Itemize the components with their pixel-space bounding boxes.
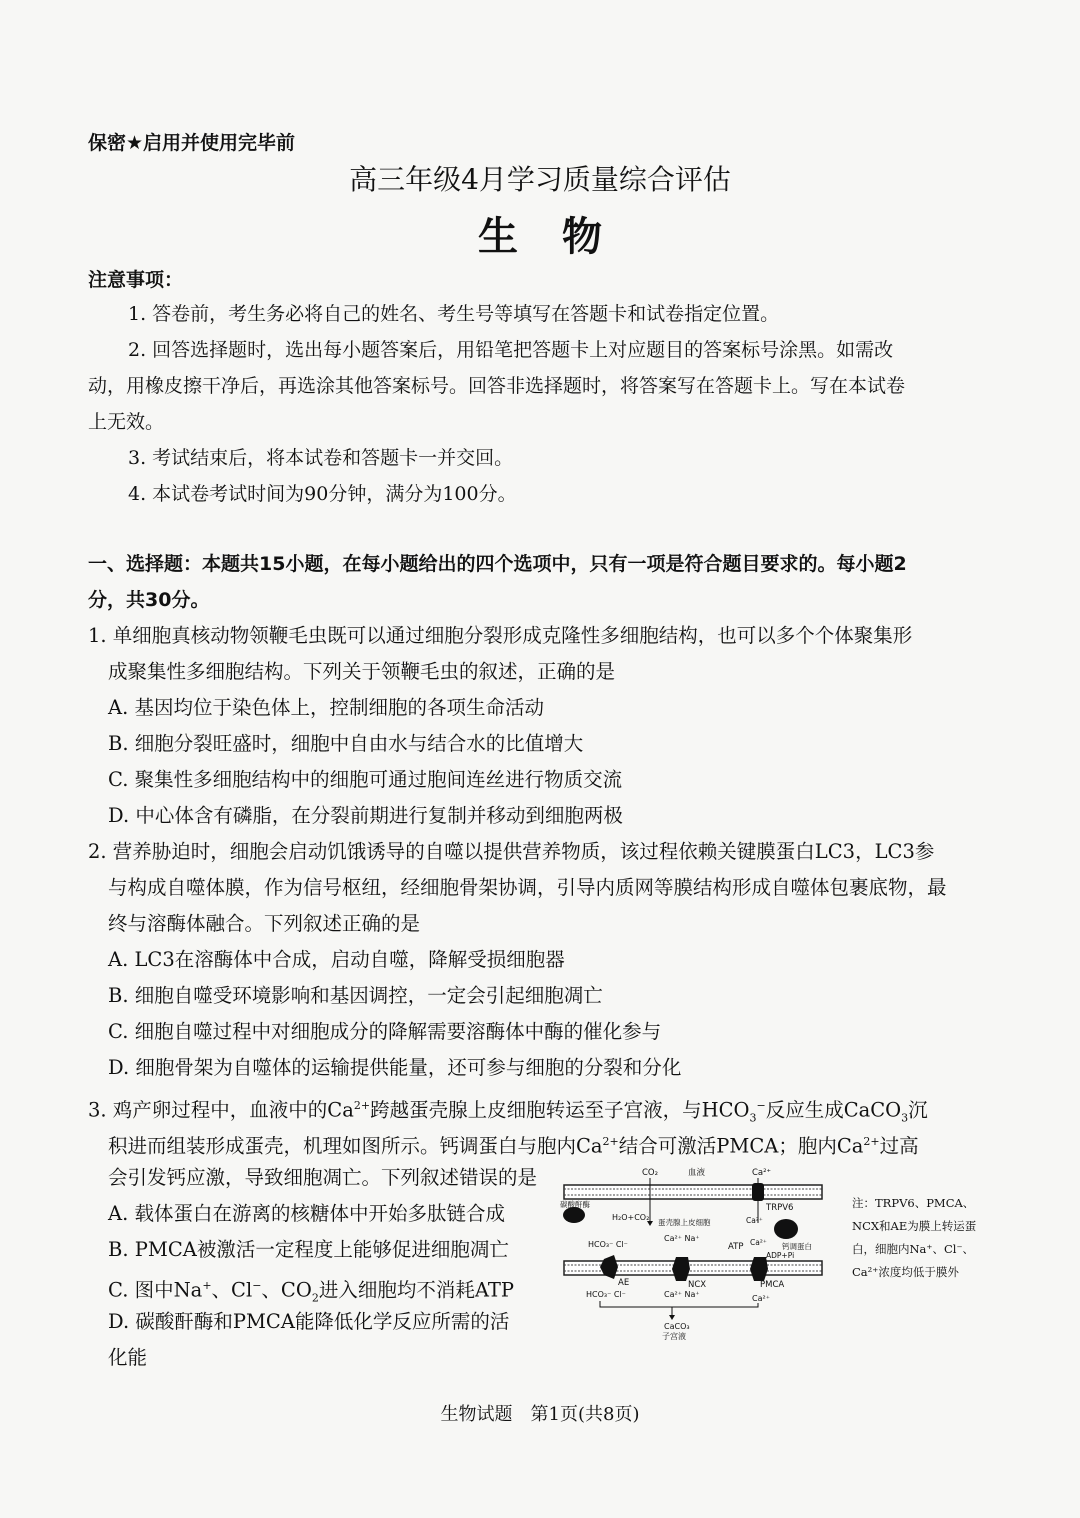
exam-title: 高三年级4月学习质量综合评估 <box>349 163 731 196</box>
pmca-label: PMCA <box>760 1280 785 1290</box>
ca-na-up-label: Ca²⁺ Na⁺ <box>664 1234 700 1243</box>
enzyme-label: 碳酸酐酶 <box>560 1200 590 1209</box>
superscript: − <box>756 1099 766 1112</box>
superscript: + <box>202 1279 212 1292</box>
superscript: − <box>252 1279 262 1292</box>
carbonic-anhydrase-icon <box>563 1207 585 1223</box>
ca-atp-label: Ca²⁺ <box>750 1238 767 1247</box>
trpv6-label: TRPV6 <box>766 1203 794 1213</box>
notice-heading: 注意事项： <box>88 269 184 291</box>
blood-label: 血液 <box>688 1168 706 1178</box>
ae-label: AE <box>618 1278 630 1288</box>
notice-item-1: 1. 答卷前，考生务必将自己的姓名、考生号等填写在答题卡和试卷指定位置。 <box>128 303 780 325</box>
q3-text: 积进而组装形成蛋壳，机理如图所示。钙调蛋白与胞内Ca <box>108 1134 603 1158</box>
subject-title: 生物 <box>478 213 646 260</box>
q1-stem-line1: 1. 单细胞真核动物领鞭毛虫既可以通过细胞分裂形成克隆性多细胞结构，也可以多个个体聚集形 <box>88 624 913 647</box>
confidential-label: 保密★启用并使用完毕前 <box>88 132 296 154</box>
calmodulin-icon <box>774 1219 798 1239</box>
section-heading-line1: 一、选择题：本题共15小题，在每小题给出的四个选项中，只有一项是符合题目要求的。每小题2 <box>88 553 907 575</box>
q1-option-c: C. 聚集性多细胞结构中的细胞可通过胞间连丝进行物质交流 <box>108 768 623 791</box>
adp-label: ADP+Pi <box>766 1251 795 1260</box>
ca-mid-label: Ca²⁺ <box>746 1216 763 1225</box>
q3-text: 进入细胞均不消耗ATP <box>318 1278 514 1302</box>
notice-item-2-line2: 动，用橡皮擦干净后，再选涂其他答案标号。回答非选择题时，将答案写在答题卡上。写在本试卷 <box>88 375 906 397</box>
q3-text: 跨越蛋壳腺上皮细胞转运至子宫液，与HCO <box>370 1098 750 1122</box>
co2-label: CO₂ <box>642 1168 659 1178</box>
calmodulin-label: 钙调蛋白 <box>782 1242 812 1251</box>
q3-option-d-line1: D. 碳酸酐酶和PMCA能降低化学反应所需的活 <box>108 1310 510 1333</box>
ncx-label: NCX <box>688 1280 707 1290</box>
figure-note: 注：TRPV6、PMCA、NCX和AE为膜上转运蛋白，细胞内Na⁺、Cl⁻、Ca²⁺浓度均低于膜外 <box>852 1196 977 1279</box>
superscript: 2+ <box>863 1135 880 1148</box>
q2-stem-line3: 终与溶酶体融合。下列叙述正确的是 <box>108 912 421 935</box>
q2-stem-line1: 2. 营养胁迫时，细胞会启动饥饿诱导的自噬以提供营养物质，该过程依赖关键膜蛋白LC3，LC3参 <box>88 840 935 863</box>
notice-item-3: 3. 考试结束后，将本试卷和答题卡一并交回。 <box>128 447 514 469</box>
trpv6-icon <box>752 1183 764 1201</box>
q2-option-c: C. 细胞自噬过程中对细胞成分的降解需要溶酶体中酶的催化参与 <box>108 1020 662 1043</box>
q3-text: 过高 <box>879 1134 919 1158</box>
q3-text: 反应生成CaCO <box>765 1098 902 1122</box>
superscript: 2+ <box>353 1099 371 1112</box>
q3-option-a: A. 载体蛋白在游离的核糖体中开始多肽链合成 <box>108 1202 505 1225</box>
q2-option-d: D. 细胞骨架为自噬体的运输提供能量，还可参与细胞的分裂和分化 <box>108 1056 682 1079</box>
q3-text: 结合可激活PMCA；胞内Ca <box>618 1134 864 1158</box>
notice-item-2-line3: 上无效。 <box>88 411 165 433</box>
q1-option-a: A. 基因均位于染色体上，控制细胞的各项生命活动 <box>108 696 544 719</box>
subscript: 3 <box>901 1111 909 1125</box>
atp-label: ATP <box>728 1242 744 1252</box>
q3-text: C. 图中Na <box>108 1278 203 1302</box>
superscript: 2+ <box>602 1135 619 1148</box>
hco3-cl-up-label: HCO₃⁻ Cl⁻ <box>588 1240 628 1249</box>
ca-top-label: Ca²⁺ <box>752 1168 772 1178</box>
notice-item-2-line1: 2. 回答选择题时，选出每小题答案后，用铅笔把答题卡上对应题目的答案标号涂黑。如需改 <box>128 339 894 361</box>
q1-option-b: B. 细胞分裂旺盛时，细胞中自由水与结合水的比值增大 <box>108 732 584 755</box>
q2-stem-line2: 与构成自噬体膜，作为信号枢纽，经细胞骨架协调，引导内质网等膜结构形成自噬体包裹底物，最 <box>108 876 947 899</box>
q3-option-d-line2: 化能 <box>108 1346 148 1369</box>
q1-stem-line2: 成聚集性多细胞结构。下列关于领鞭毛虫的叙述，正确的是 <box>108 660 616 683</box>
ca-na-dn-label: Ca²⁺ Na⁺ <box>664 1290 700 1299</box>
subscript: 3 <box>749 1111 757 1125</box>
q3-text: 、Cl <box>211 1278 253 1302</box>
subscript: 2 <box>311 1291 319 1305</box>
q3-option-b: B. PMCA被激活一定程度上能够促进细胞凋亡 <box>108 1238 509 1261</box>
cell-label: 蛋壳腺上皮细胞 <box>658 1218 711 1227</box>
q3-stem-line2 <box>108 1124 919 1165</box>
apical-membrane <box>564 1185 822 1199</box>
q1-option-d: D. 中心体含有磷脂，在分裂前期进行复制并移动到细胞两极 <box>108 804 623 827</box>
caco3-label: CaCO₃ <box>664 1322 690 1331</box>
q2-option-a: A. LC3在溶酶体中合成，启动自噬，降解受损细胞器 <box>108 948 565 971</box>
q3-stem-line3: 会引发钙应激，导致细胞凋亡。下列叙述错误的是 <box>108 1166 538 1189</box>
ca-dn-label: Ca²⁺ <box>752 1294 770 1303</box>
notice-item-4: 4. 本试卷考试时间为90分钟，满分为100分。 <box>128 483 517 505</box>
q2-option-b: B. 细胞自噬受环境影响和基因调控，一定会引起细胞凋亡 <box>108 984 603 1007</box>
q3-text: 3. 鸡产卵过程中，血液中的Ca <box>88 1098 354 1122</box>
h2o-co2-label: H₂O+CO₂ <box>612 1213 650 1222</box>
uterine-fluid-label: 子宫液 <box>662 1332 686 1341</box>
q3-text: 、CO <box>261 1278 312 1302</box>
page-footer: 生物试题 第1页(共8页) <box>440 1404 640 1425</box>
q3-text: 沉 <box>908 1098 928 1122</box>
hco3-cl-dn-label: HCO₃⁻ Cl⁻ <box>586 1290 626 1299</box>
section-heading-line2: 分，共30分。 <box>88 589 210 611</box>
